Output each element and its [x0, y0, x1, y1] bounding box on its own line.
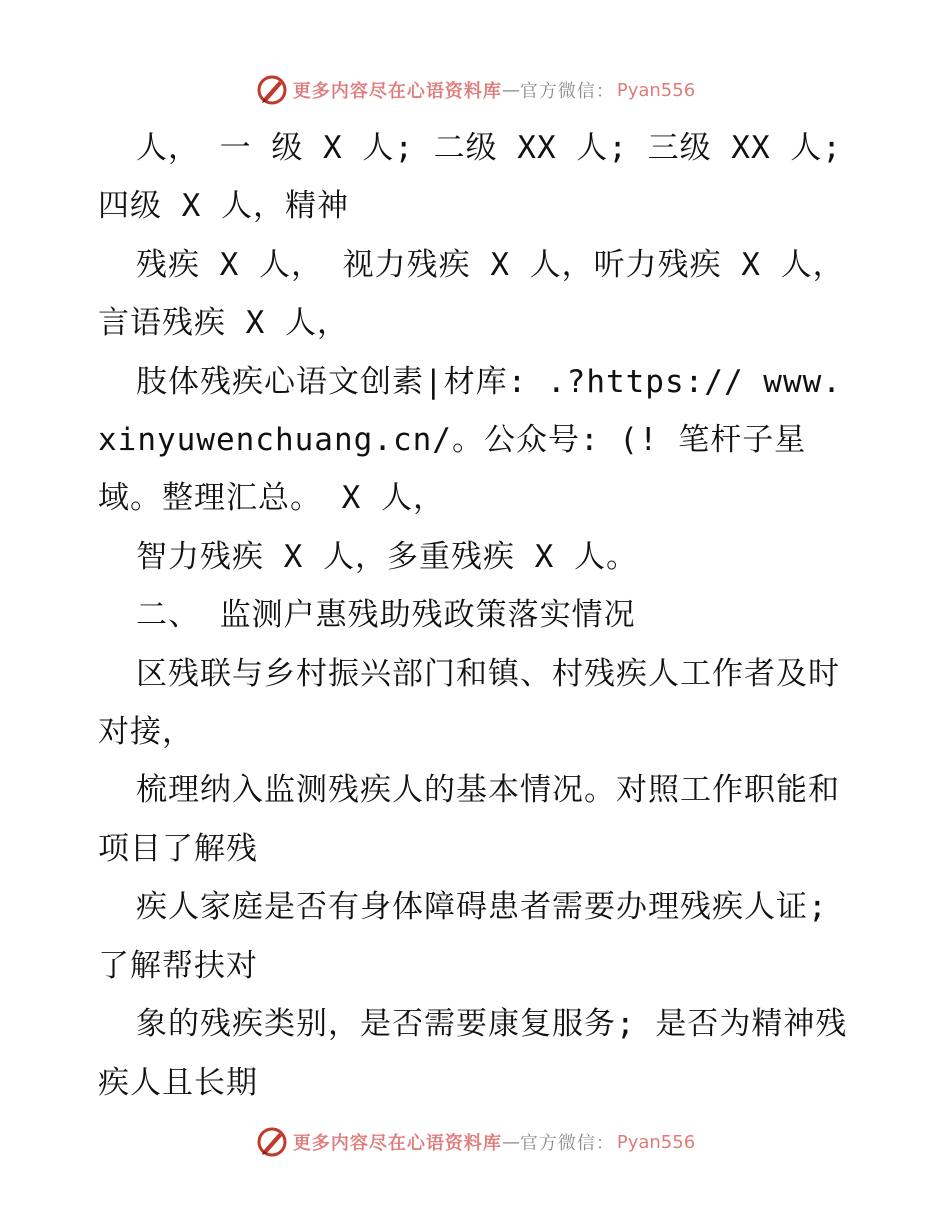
paragraph: 象的残疾类别，是否需要康复服务; 是否为精神残疾人且长期	[98, 1006, 848, 1101]
header-separator: —	[501, 79, 520, 101]
paragraph: 区残联与乡村振兴部门和镇、村残疾人工作者及时对接，	[98, 655, 840, 751]
paragraph: 梳理纳入监测残疾人的基本情况。对照工作职能和项目了解残	[98, 772, 840, 867]
section-heading: 二、 监测户惠残助残政策落实情况	[136, 597, 636, 634]
header-brand-text: 更多内容尽在心语资料库	[292, 81, 502, 102]
paragraph: 疾人家庭是否有身体障碍患者需要办理残疾人证; 了解帮扶对	[98, 889, 828, 984]
footer-separator: —	[501, 1131, 520, 1153]
pen-circle-logo-icon	[255, 73, 289, 107]
header-wechat-label: 官方微信：	[519, 81, 615, 102]
paragraph: 智力残疾 X 人，多重残疾 X 人。	[136, 538, 638, 575]
paragraph: 残疾 X 人， 视力残疾 X 人，听力残疾 X 人，言语残疾 X 人，	[98, 246, 845, 342]
document-body	[98, 119, 858, 1112]
header-banner	[0, 70, 950, 110]
paragraph: 人， 一 级 X 人; 二级 XX 人; 三级 XX 人; 四级 X 人，精神	[98, 130, 842, 225]
footer-wechat-label: 官方微信：	[519, 1133, 615, 1154]
header-wechat-account: Pyan556	[616, 79, 696, 101]
paragraph: 肢体残疾心语文创素|材库: .?https:// www.xinyuwenchuang.cn/。公众号: (! 笔杆子星域。整理汇总。 X 人，	[98, 363, 842, 517]
footer-brand-text: 更多内容尽在心语资料库	[292, 1133, 502, 1154]
footer-wechat-account: Pyan556	[616, 1131, 696, 1153]
footer-banner	[0, 1122, 950, 1162]
pen-circle-logo-icon	[255, 1125, 289, 1159]
